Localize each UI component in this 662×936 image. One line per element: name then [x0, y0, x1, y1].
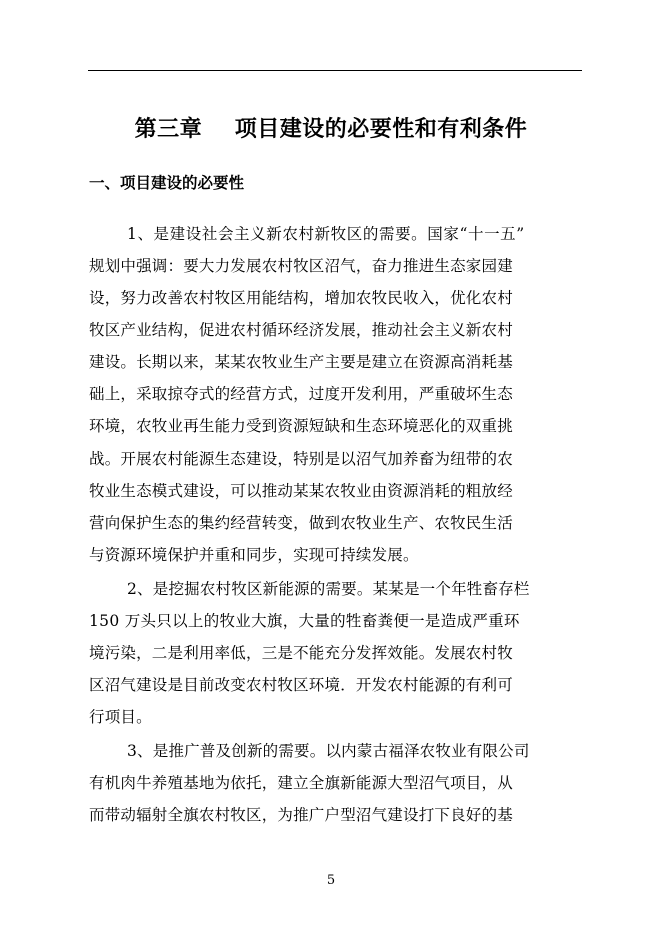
chapter-title: 第三章 项目建设的必要性和有利条件 — [134, 116, 528, 142]
section-heading: 一、项目建设的必要性 — [89, 173, 245, 192]
paragraph-3-line-3: 而带动辐射全旗农村牧区，为推广户型沼气建设打下良好的基 — [89, 806, 513, 824]
paragraph-2-line-1: 2、是挖掘农村牧区新能源的需要。某某是一个年牲畜存栏 — [127, 580, 530, 598]
paragraph-2-line-5: 行项目。 — [89, 708, 152, 726]
page-number: 5 — [326, 873, 336, 888]
paragraph-1-line-6: 础上，采取掠夺式的经营方式，过度开发利用，严重破坏生态 — [89, 385, 513, 403]
paragraph-1-line-9: 牧业生态模式建设，可以推动某某农牧业由资源消耗的粗放经 — [89, 482, 513, 500]
paragraph-2-line-3: 境污染，二是利用率低，三是不能充分发挥效能。发展农村牧 — [89, 644, 513, 662]
header-rule — [88, 70, 582, 71]
paragraph-2-line-4: 区沼气建设是目前改变农村牧区环境．开发农村能源的有利可 — [89, 676, 513, 694]
paragraph-3-line-2: 有机肉牛养殖基地为依托，建立全旗新能源大型沼气项目，从 — [89, 774, 513, 792]
paragraph-1-line-7: 环境，农牧业再生能力受到资源短缺和生态环境恶化的双重挑 — [89, 417, 513, 435]
paragraph-1-line-3: 设，努力改善农村牧区用能结构，增加农牧民收入，优化农村 — [89, 289, 513, 307]
paragraph-1-line-8: 战。开展农村能源生态建设，特别是以沼气加养畜为纽带的农 — [89, 450, 513, 468]
paragraph-1-line-2: 规划中强调：要大力发展农村牧区沼气，奋力推进生态家园建 — [89, 257, 513, 275]
paragraph-1-line-10: 营向保护生态的集约经营转变，做到农牧业生产、农牧民生活 — [89, 514, 513, 532]
paragraph-2-line-2: 150 万头只以上的牧业大旗，大量的牲畜粪便一是造成严重环 — [89, 612, 520, 630]
paragraph-1-line-4: 牧区产业结构，促进农村循环经济发展，推动社会主义新农村 — [89, 321, 513, 339]
paragraph-1-line-11: 与资源环境保护并重和同步，实现可持续发展。 — [89, 546, 419, 564]
paragraph-1-line-5: 建设。长期以来，某某农牧业生产主要是建立在资源高消耗基 — [89, 353, 513, 371]
paragraph-3-line-1: 3、是推广普及创新的需要。以内蒙古福泽农牧业有限公司 — [127, 742, 530, 760]
paragraph-1-line-1: 1、是建设社会主义新农村新牧区的需要。国家“十一五” — [127, 225, 525, 243]
